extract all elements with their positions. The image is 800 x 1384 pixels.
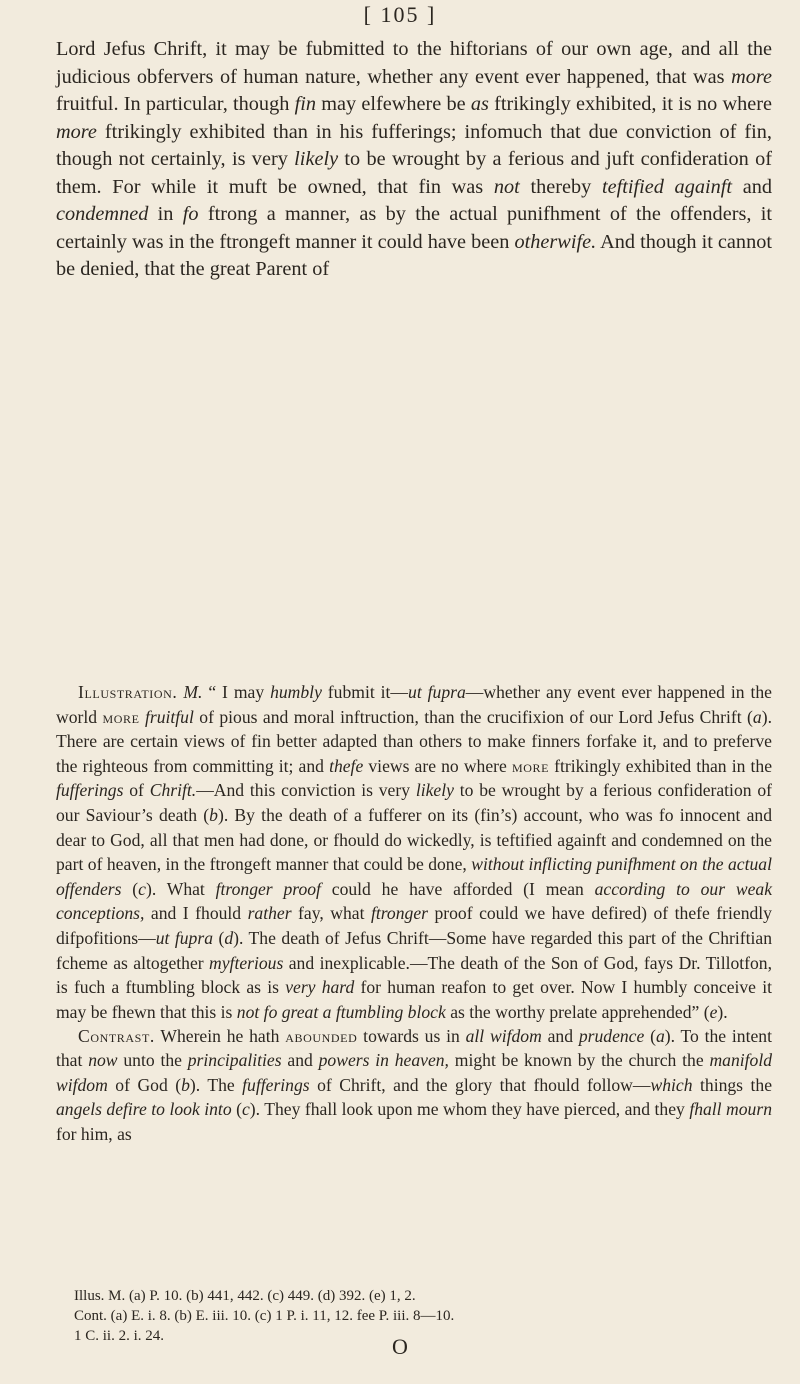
italic-run: ftronger bbox=[370, 903, 428, 924]
italic-run: fufferings bbox=[56, 780, 124, 801]
italic-run: now bbox=[88, 1050, 118, 1071]
italic-run: likely bbox=[415, 780, 454, 801]
italic-run: humbly bbox=[270, 682, 322, 702]
text-run: towards us in bbox=[357, 1026, 466, 1046]
text-run: things the bbox=[692, 1074, 772, 1095]
illustration-section bbox=[56, 680, 772, 1024]
text-run: ftrikingly exhibited, it is no where bbox=[488, 93, 772, 115]
text-run: and bbox=[281, 1050, 319, 1071]
footnote-ref: b bbox=[181, 1074, 190, 1095]
italic-run: very hard bbox=[285, 977, 355, 998]
footnote-ref: e bbox=[709, 1001, 718, 1022]
italic-run: fufferings bbox=[242, 1074, 310, 1095]
italic-run: condemned bbox=[56, 203, 149, 225]
italic-run: myfterious bbox=[209, 952, 284, 973]
text-run: ( bbox=[644, 1026, 656, 1046]
text-run: to be wrought by a ferious and juft confideration of them. For while it muft be owned, that fin was bbox=[56, 148, 772, 198]
italic-run: not fo great a ftumbling block bbox=[236, 1001, 446, 1022]
italic-run: more bbox=[56, 120, 97, 143]
italic-run: according to our weak conceptions, bbox=[56, 878, 773, 924]
contrast-section bbox=[56, 1024, 772, 1146]
text-run: ). To the intent that bbox=[56, 1026, 772, 1071]
smallcaps-run: more bbox=[511, 755, 550, 776]
contrast-paragraph bbox=[56, 1024, 772, 1146]
contrast-label: Contrast. bbox=[78, 1026, 155, 1046]
italic-run: ftronger proof bbox=[215, 878, 321, 899]
italic-run: fhall mourn bbox=[689, 1099, 773, 1120]
footnote-ref: b bbox=[209, 804, 218, 825]
text-run: could he have afforded (I mean bbox=[320, 878, 595, 899]
text-run: ). bbox=[717, 1001, 728, 1022]
text-run: of bbox=[123, 780, 150, 801]
text-run: might be known by the church the bbox=[448, 1050, 710, 1071]
text-run: fay, what bbox=[291, 903, 371, 924]
signature-mark: O bbox=[392, 1334, 408, 1359]
page-number: [ 105 ] bbox=[363, 2, 437, 27]
italic-run: powers in heaven, bbox=[318, 1050, 449, 1071]
main-paragraph bbox=[56, 36, 772, 284]
text-run: of pious and moral inftruction, than the crucifixion of our Lord Jefus Chrift ( bbox=[193, 706, 753, 727]
text-run: ( bbox=[121, 878, 139, 899]
footnote-ref: a bbox=[752, 706, 762, 727]
italic-run: ut fupra bbox=[155, 927, 213, 948]
text-run: ( bbox=[213, 927, 225, 948]
illustration-letter: M. bbox=[183, 682, 203, 702]
italic-run: teftified againft bbox=[601, 175, 733, 198]
text-run: ). They fhall look upon me whom they have pierced, and they bbox=[249, 1099, 690, 1120]
italic-run: Chrift. bbox=[149, 780, 197, 801]
text-run: ftrikingly exhibited than in the bbox=[549, 755, 773, 776]
text-run: ). What bbox=[145, 878, 216, 899]
footnote-ref: c bbox=[138, 878, 146, 899]
italic-run: ut fupra bbox=[408, 682, 466, 702]
illustration-label: Illustration. bbox=[78, 682, 178, 702]
text-run: as the worthy prelate apprehended” ( bbox=[445, 1001, 710, 1022]
text-run: for him, as bbox=[56, 1123, 132, 1144]
italic-run: all wifdom bbox=[465, 1026, 542, 1046]
text-run: ftrikingly exhibited than in his fufferings; infomuch that due conviction of fin, though not certainly, is very bbox=[56, 120, 772, 170]
italic-run: principalities bbox=[187, 1050, 282, 1071]
text-run: thereby bbox=[519, 175, 602, 198]
text-run: and I fhould bbox=[144, 903, 248, 924]
footnote-illus: Illus. M. (a) P. 10. (b) 441, 442. (c) 449. (d) 392. (e) 1, 2. bbox=[74, 1288, 416, 1304]
text-run: and bbox=[541, 1026, 579, 1046]
footnote-ref: d bbox=[224, 927, 234, 948]
smallcaps-run: more bbox=[102, 706, 140, 727]
footnote-cont-extra: 1 C. ii. 2. i. 24. bbox=[74, 1328, 165, 1344]
italic-run: without inflicting punifhment on the actual offenders bbox=[56, 854, 772, 899]
italic-run: angels defire to look into bbox=[56, 1099, 232, 1120]
text-run: ftrong a manner, as by the actual punifhment of the offenders, it certainly was in the ftrongeft manner it could have been bbox=[56, 203, 772, 253]
italic-run: manifold wifdom bbox=[56, 1050, 773, 1095]
text-run: and bbox=[732, 175, 772, 198]
text-run: Wherein he hath bbox=[154, 1026, 286, 1046]
text-run: ). The bbox=[189, 1074, 243, 1095]
italic-run: rather bbox=[247, 903, 292, 924]
italic-run: prudence bbox=[578, 1026, 645, 1046]
italic-run: thefe bbox=[329, 755, 364, 776]
italic-run: fin bbox=[294, 93, 316, 115]
text-run: to be wrought by a ferious confideration of our Saviour’s death ( bbox=[56, 780, 773, 825]
text-run: and inexplicable.—The death of the Son of God, fays Dr. Tillotfon, is fuch a ftumbling block as is bbox=[56, 952, 772, 998]
italic-run: which bbox=[650, 1074, 693, 1095]
italic-run: not bbox=[493, 175, 520, 198]
footnote-ref: a bbox=[655, 1026, 665, 1046]
illustration-paragraph bbox=[56, 680, 772, 1024]
footnote-cont: Cont. (a) E. i. 8. (b) E. iii. 10. (c) 1 P. i. 11, 12. fee P. iii. 8—10. bbox=[74, 1308, 455, 1324]
main-text bbox=[56, 36, 772, 284]
text-run: fubmit it— bbox=[321, 682, 409, 702]
text-run: fruitful. In particular, though bbox=[56, 93, 295, 115]
italic-run: fruitful bbox=[144, 706, 194, 727]
italic-run: likely bbox=[294, 148, 339, 170]
text-run: of God ( bbox=[107, 1074, 182, 1095]
italic-run: more bbox=[731, 65, 772, 88]
text-run: in bbox=[148, 203, 183, 225]
text-run: may elfewhere be bbox=[316, 93, 471, 115]
text-run: —And this conviction is very bbox=[196, 780, 416, 801]
text-run: —whether any event ever happened in the world bbox=[56, 682, 772, 727]
text-run: ( bbox=[231, 1099, 242, 1120]
text-run: ). By the death of a fufferer on its (fin’s) account, who was fo innocent and dear to God, all that men had done, or fhould do wickedly, is teftified againft and condemned on the part of heaven, in the ftrongeft manner that could be done, bbox=[56, 804, 772, 875]
text-run: “ I may bbox=[202, 682, 271, 702]
text-run: ). The death of Jefus Chrift—Some have regarded this part of the Chriftian fcheme as altogether bbox=[56, 927, 772, 973]
text-run: And though it cannot be denied, that the great Parent of bbox=[56, 230, 772, 280]
italic-run: fo bbox=[182, 203, 199, 225]
text-run: of Chrift, and the glory that fhould follow— bbox=[309, 1074, 651, 1095]
italic-run: as bbox=[470, 93, 489, 115]
text-run: proof could we have defired) of thefe friendly difpofitions— bbox=[56, 903, 772, 948]
footnote-ref: c bbox=[241, 1099, 250, 1120]
text-run: unto the bbox=[117, 1050, 188, 1071]
smallcaps-run: abounded bbox=[285, 1026, 358, 1046]
text-run: Lord Jefus Chrift, it may be fubmitted to the hiftorians of our own age, and all the judicious obfervers of human nature, whether any event ever happened, that was bbox=[56, 38, 772, 88]
text-run: ). There are certain views of fin better adapted than others to make finners forfake it, and to preferve the righteous from committing it; and bbox=[56, 706, 772, 776]
text-run: views are no where bbox=[363, 755, 512, 776]
italic-run: otherwife. bbox=[514, 230, 597, 253]
text-run: for human reafon to get over. Now I humbly conceive it may be fhewn that this is bbox=[56, 977, 772, 1022]
